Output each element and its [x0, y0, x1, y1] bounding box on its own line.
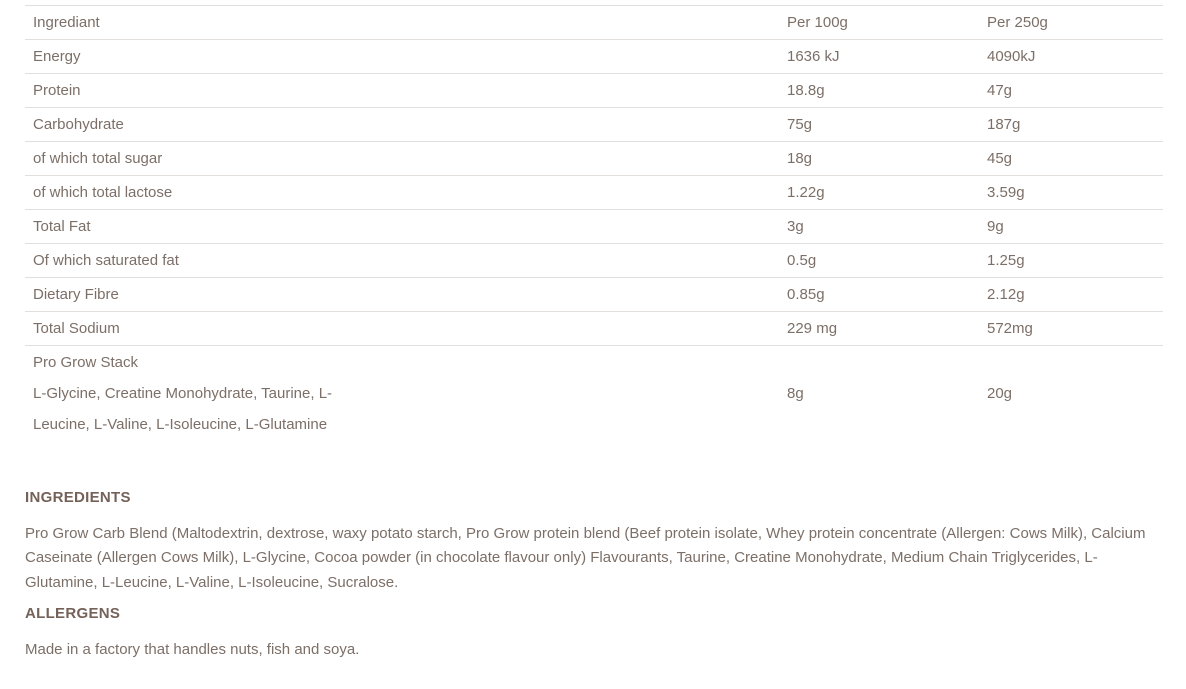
per-250g-value: 20g — [987, 385, 1013, 403]
table-row-protein — [25, 74, 1163, 108]
per-250g-value: 187g — [987, 108, 1163, 142]
per-250g-value: 47g — [987, 74, 1163, 108]
allergens-text: Made in a factory that handles nuts, fish and soya. — [25, 641, 360, 658]
nutrient-name: Total Sodium — [25, 312, 787, 346]
per-250g-value: 3.59g — [987, 176, 1163, 210]
table-row-total-sugar — [25, 142, 1163, 176]
nutrient-name: of which total sugar — [25, 142, 787, 176]
nutrition-table — [25, 5, 1163, 442]
table-row-total-lactose — [25, 176, 1163, 210]
table-row-energy — [25, 40, 1163, 74]
per-250g-value: 45g — [987, 142, 1163, 176]
per-100g-value: 229 mg — [787, 312, 987, 346]
per-100g-value: 18g — [787, 142, 987, 176]
per-100g-value: 18.8g — [787, 74, 987, 108]
nutrient-name: Carbohydrate — [25, 108, 787, 142]
table-header-row — [25, 6, 1163, 40]
per-100g-value: 3g — [787, 210, 987, 244]
per-250g-value: 1.25g — [987, 244, 1163, 278]
nutrient-name: Energy — [25, 40, 787, 74]
table-row-pro-grow-stack — [25, 346, 1163, 442]
per-250g-value: 572mg — [987, 312, 1163, 346]
per-100g-value: 0.5g — [787, 244, 987, 278]
nutrient-name: Dietary Fibre — [25, 278, 787, 312]
ingredients-heading: INGREDIENTS — [25, 488, 131, 506]
column-header-per-100g: Per 100g — [787, 6, 987, 40]
table-row-saturated-fat — [25, 244, 1163, 278]
per-100g-value: 0.85g — [787, 278, 987, 312]
allergens-heading: ALLERGENS — [25, 605, 121, 622]
table-row-dietary-fibre — [25, 278, 1163, 312]
stack-description: L-Glycine, Creatine Monohydrate, Taurine, L-Leucine, L-Valine, L-Isoleucine, L-Glutamine — [33, 385, 333, 434]
per-250g-value: 2.12g — [987, 278, 1163, 312]
text-sections — [25, 489, 1163, 663]
per-250g-value: 9g — [987, 210, 1163, 244]
table-row-total-fat — [25, 210, 1163, 244]
column-header-ingrediant: Ingrediant — [25, 6, 787, 40]
table-row-carbohydrate — [25, 108, 1163, 142]
per-100g-value: 75g — [787, 108, 987, 142]
nutrient-name: Protein — [25, 74, 787, 108]
nutrient-name — [25, 346, 787, 442]
ingredients-text: Pro Grow Carb Blend (Maltodextrin, dextrose, waxy potato starch, Pro Grow protein blend (Beef protein isolate, Whey protein concentrate (Allergen: Cows Milk), Calcium Caseinate (Allergen Cows Milk), L-Glycine, Cocoa powder (in chocolate flavour only) Flavourants, Taurine, Creatine Monohydrate, Medium Chain Triglycerides, L-Glutamine, L-Leucine, L-Valine, L-Isoleucine, Sucralose. — [25, 524, 1146, 591]
nutrient-name: of which total lactose — [25, 176, 787, 210]
nutrient-name: Total Fat — [25, 210, 787, 244]
column-header-per-250g: Per 250g — [987, 6, 1163, 40]
per-100g-value: 8g — [787, 385, 804, 403]
nutrient-name: Of which saturated fat — [25, 244, 787, 278]
per-250g-value: 4090kJ — [987, 40, 1163, 74]
per-100g-value: 1.22g — [787, 176, 987, 210]
table-row-total-sodium — [25, 312, 1163, 346]
per-100g-value: 1636 kJ — [787, 40, 987, 74]
stack-name: Pro Grow Stack — [33, 354, 139, 372]
